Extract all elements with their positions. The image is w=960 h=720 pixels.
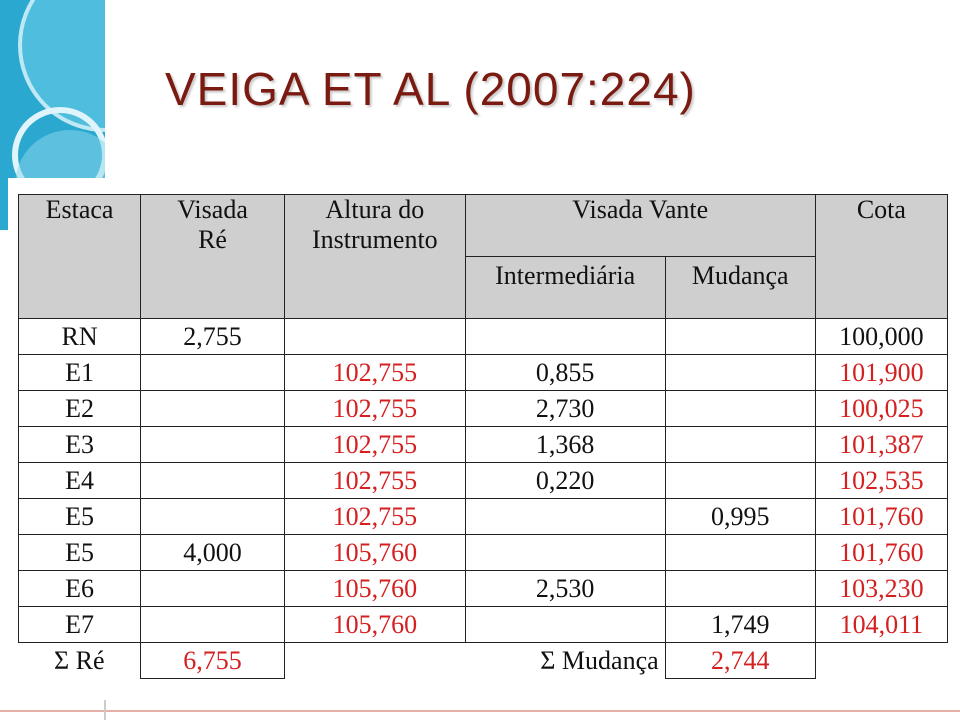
cell-visada-re: [141, 427, 285, 463]
table-row: [19, 535, 948, 571]
cell-mudanca: [665, 463, 815, 499]
header-altura-label: Altura do Instrumento: [312, 195, 438, 254]
cell-cota: 101,900: [815, 355, 947, 391]
cell-intermediaria: 0,220: [465, 463, 665, 499]
header-visada-re: [141, 195, 285, 319]
sum-mudanca-label: Σ Mudança: [540, 646, 659, 676]
cell-mudanca: [665, 355, 815, 391]
cell-altura: 102,755: [285, 463, 466, 499]
cell-cota: 103,230: [815, 571, 947, 607]
header-estaca: Estaca: [19, 195, 141, 319]
table-row: [19, 499, 948, 535]
cell-mudanca: [665, 319, 815, 355]
cell-intermediaria: 0,855: [465, 355, 665, 391]
leveling-table: [18, 194, 948, 679]
cell-estaca: E2: [19, 391, 141, 427]
header-mudanca: Mudança: [665, 257, 815, 319]
table-row: [19, 391, 948, 427]
cell-estaca: E6: [19, 571, 141, 607]
table-body: [19, 319, 948, 679]
cell-intermediaria: [465, 535, 665, 571]
table-row: [19, 355, 948, 391]
cell-estaca: E5: [19, 535, 141, 571]
cell-visada-re: [141, 499, 285, 535]
cell-intermediaria: 2,530: [465, 571, 665, 607]
cell-mudanca: [665, 391, 815, 427]
cell-mudanca: [665, 571, 815, 607]
cell-cota: 102,535: [815, 463, 947, 499]
cell-intermediaria: 1,368: [465, 427, 665, 463]
empty-cell: [285, 643, 466, 679]
sum-mudanca-value: 2,744: [665, 643, 815, 679]
table-row: [19, 463, 948, 499]
table-row: [19, 571, 948, 607]
cell-visada-re: [141, 355, 285, 391]
header-intermediaria: Intermediária: [465, 257, 665, 319]
cell-cota: 100,025: [815, 391, 947, 427]
header-cota: Cota: [815, 195, 947, 319]
table-row: [19, 607, 948, 643]
sum-re-value: 6,755: [141, 643, 285, 679]
cell-cota: 104,011: [815, 607, 947, 643]
cell-altura: 102,755: [285, 427, 466, 463]
cell-visada-re: 2,755: [141, 319, 285, 355]
cell-mudanca: [665, 427, 815, 463]
cell-altura: 105,760: [285, 535, 466, 571]
footer-line: [0, 710, 960, 712]
cell-visada-re: [141, 571, 285, 607]
cell-estaca: RN: [19, 319, 141, 355]
cell-estaca: E3: [19, 427, 141, 463]
table-row: [19, 319, 948, 355]
cell-estaca: E5: [19, 499, 141, 535]
cell-intermediaria: 2,730: [465, 391, 665, 427]
cell-estaca: E4: [19, 463, 141, 499]
cell-altura: 102,755: [285, 355, 466, 391]
cell-cota: 101,760: [815, 535, 947, 571]
cell-altura: 105,760: [285, 571, 466, 607]
table-row: [19, 427, 948, 463]
cell-altura: 102,755: [285, 499, 466, 535]
cell-visada-re: [141, 391, 285, 427]
header-altura-instrumento: [285, 195, 466, 319]
footer-tick: [104, 700, 106, 720]
slide-title: VEIGA ET AL (2007:224): [165, 63, 696, 115]
cell-altura: 102,755: [285, 391, 466, 427]
cell-mudanca: [665, 535, 815, 571]
cell-altura: [285, 319, 466, 355]
empty-cell: [815, 643, 947, 679]
cell-cota: 100,000: [815, 319, 947, 355]
cell-intermediaria: [465, 499, 665, 535]
cell-cota: 101,760: [815, 499, 947, 535]
cell-estaca: E7: [19, 607, 141, 643]
cell-visada-re: 4,000: [141, 535, 285, 571]
cell-visada-re: [141, 463, 285, 499]
cell-mudanca: 1,749: [665, 607, 815, 643]
sum-row: [19, 643, 948, 679]
table-panel: [8, 178, 948, 718]
cell-intermediaria: [465, 607, 665, 643]
cell-intermediaria: [465, 319, 665, 355]
cell-visada-re: [141, 607, 285, 643]
cell-estaca: E1: [19, 355, 141, 391]
sum-re-label: Σ Ré: [54, 646, 105, 676]
cell-cota: 101,387: [815, 427, 947, 463]
header-visada-vante: Visada Vante: [465, 195, 815, 257]
cell-altura: 105,760: [285, 607, 466, 643]
cell-mudanca: 0,995: [665, 499, 815, 535]
header-visada-re-label: Visada Ré: [177, 195, 248, 254]
